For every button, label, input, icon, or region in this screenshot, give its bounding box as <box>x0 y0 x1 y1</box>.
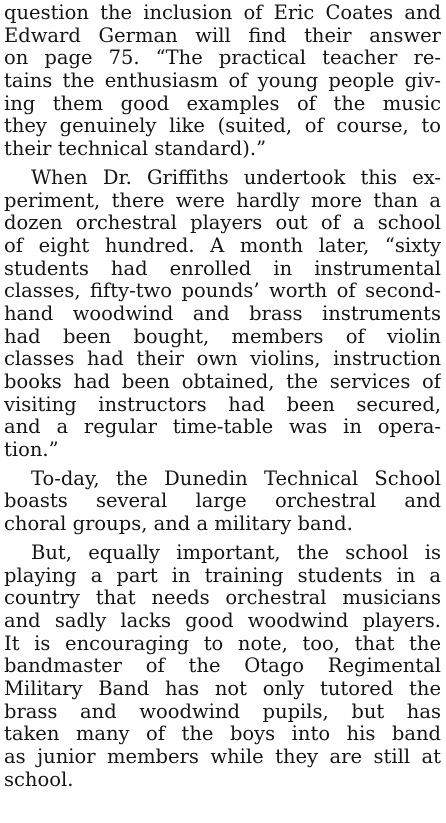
paragraph-3 <box>4 468 441 536</box>
text-line: they genuinely like (suited, of course, to <box>4 115 441 138</box>
text-line: of eight hundred. A month later, “sixty <box>4 234 441 257</box>
article-text-column <box>4 2 441 791</box>
text-line: To-day, the Dunedin Technical School <box>31 467 441 490</box>
text-line: as junior members while they are still at <box>4 746 441 768</box>
text-line: had been bought, members of violin <box>4 325 441 348</box>
text-line: ing them good examples of the music <box>4 92 441 115</box>
text-line: Military Band has not only tutored the <box>4 677 441 700</box>
text-line: When Dr. Griffiths undertook this ex- <box>31 166 441 189</box>
text-line: visiting instructors had been secured, <box>4 393 441 416</box>
text-line: playing a part in training students in a <box>4 564 441 587</box>
text-line: boasts several large orchestral and <box>4 490 441 513</box>
text-line: But, equally important, the school is <box>31 541 441 564</box>
text-line: tion.” <box>4 439 59 462</box>
text-line: choral groups, and a military band. <box>4 513 353 536</box>
text-line: classes had their own violins, instruction <box>4 348 441 371</box>
text-line: and sadly lacks good woodwind players. <box>4 609 441 632</box>
text-line: classes, fifty-two pounds’ worth of second- <box>4 280 441 303</box>
paragraph-1 <box>4 2 441 161</box>
text-line: hand woodwind and brass instruments <box>4 302 441 325</box>
text-line: bandmaster of the Otago Regimental <box>4 655 441 678</box>
text-line: school. <box>4 768 74 791</box>
text-line: books had been obtained, the services of <box>4 371 441 393</box>
text-line: country that needs orchestral musicians <box>4 587 441 610</box>
text-line: tains the enthusiasm of young people giv- <box>4 70 441 93</box>
text-line: students had enrolled in instrumental <box>4 257 441 280</box>
paragraph-4 <box>4 542 441 792</box>
text-line: periment, there were hardly more than a <box>4 189 441 212</box>
text-line: It is encouraging to note, too, that the <box>4 632 441 655</box>
text-line: question the inclusion of Eric Coates and <box>4 2 441 24</box>
text-line: brass and woodwind pupils, but has <box>4 700 441 723</box>
paragraph-2 <box>4 167 441 462</box>
text-line: dozen orchestral players out of a school <box>4 212 441 235</box>
text-line: Edward German will find their answer <box>4 24 441 47</box>
text-line: and a regular time-table was in opera- <box>4 416 441 439</box>
text-line: their technical standard).” <box>4 138 267 161</box>
text-line: on page 75. “The practical teacher re- <box>4 47 441 70</box>
text-line: taken many of the boys into his band <box>4 723 441 746</box>
